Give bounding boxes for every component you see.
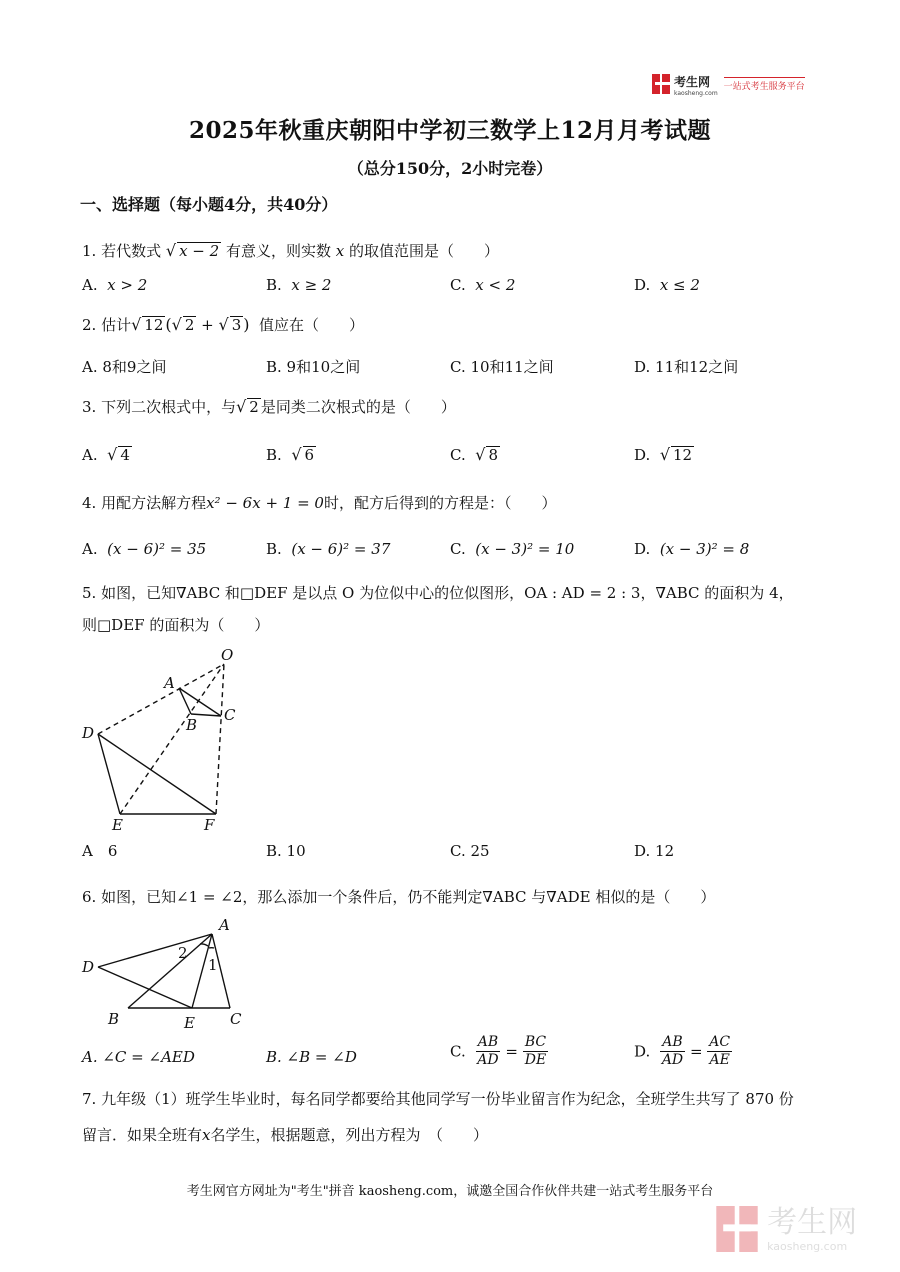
watermark-logo-icon	[716, 1206, 758, 1252]
section-heading: 一、选择题（每小题4分，共40分）	[80, 195, 338, 214]
question-6: 6. 如图，已知∠1 = ∠2，那么添加一个条件后，仍不能判定∇ABC 与∇ADE 相似的是（ ）	[82, 888, 716, 906]
label-angle-2: 2	[178, 944, 188, 962]
q1-var: x	[335, 242, 345, 260]
label-C: C	[224, 706, 236, 724]
q1-option-b: B. x ≥ 2	[266, 276, 332, 294]
label-B: B	[108, 1010, 120, 1028]
kaosheng-logo-icon	[652, 74, 670, 94]
question-2: 2. 估计√ 12 (√ 2 + √ 3 ) 值应在（ ）	[82, 315, 365, 334]
footer-text: 考生网官方网址为"考生"拼音 kaosheng.com，诚邀全国合作伙伴共建一站式考生服务平台	[186, 1184, 714, 1199]
q4-option-b: B. (x − 6)² = 37	[266, 540, 391, 558]
q6-option-d: D. $\frac{AB}{AD}$ = $\frac{AC}{AE}$	[634, 1034, 731, 1068]
angle-2-arc	[200, 944, 208, 946]
label-D: D	[82, 958, 95, 976]
q4-option-c: C. (x − 3)² = 10	[450, 540, 575, 558]
label-O: O	[221, 646, 234, 664]
watermark-name: 考生网	[767, 1205, 858, 1240]
question-1: 1. 若代数式 √ x − 2 有意义，则实数 x 的取值范围是（ ）	[82, 241, 500, 260]
line-FO	[216, 664, 224, 814]
q5-option-b: B. 10	[266, 842, 306, 860]
q3-option-d: D. √ 12	[634, 445, 693, 464]
label-angle-1: 1	[208, 956, 218, 974]
q6-figure	[78, 912, 258, 1034]
q1-option-a: A. x > 2	[82, 276, 148, 294]
page-subtitle: （总分150分，2小时完卷）	[347, 159, 553, 178]
line-DE	[98, 967, 192, 1008]
label-F: F	[204, 816, 215, 834]
q5-option-d: D. 12	[634, 842, 675, 860]
q6-option-b: B. ∠B = ∠D	[266, 1048, 357, 1066]
label-C: C	[230, 1010, 242, 1028]
header-logo	[652, 72, 827, 96]
q3-option-c: C. √ 8	[450, 445, 499, 464]
q3-option-b: B. √ 6	[266, 445, 315, 464]
q2-option-c: C. 10和11之间	[450, 358, 554, 376]
logo-domain: kaosheng.com	[674, 90, 718, 97]
label-B: B	[186, 716, 198, 734]
q4-option-a: A. (x − 6)² = 35	[82, 540, 207, 558]
q5-figure	[78, 644, 248, 834]
q3-option-a: A. √ 4	[82, 445, 130, 464]
logo-name: 考生网	[674, 75, 711, 89]
watermark	[716, 1206, 886, 1258]
q2-option-a: A. 8和9之间	[82, 358, 167, 376]
label-A: A	[164, 674, 175, 692]
q4-option-d: D. (x − 3)² = 8	[634, 540, 750, 558]
line-DA	[98, 934, 212, 967]
question-5-line1: 5. 如图，已知∇ABC 和□DEF 是以点 O 为位似中心的位似图形，OA : AD = 2 : 3，∇ABC 的面积为 4，	[82, 584, 794, 602]
q1-option-d: D. x ≤ 2	[634, 276, 700, 294]
logo-slogan: 一站式考生服务平台	[724, 77, 805, 92]
q1-pre: 1. 若代数式	[82, 242, 162, 260]
q1-option-c: C. x < 2	[450, 276, 516, 294]
line-BA	[128, 934, 212, 1008]
label-E: E	[112, 816, 123, 834]
q5-option-a: A 6	[82, 842, 118, 860]
q1-post: 有意义，则实数	[225, 242, 331, 260]
q5-option-c: C. 25	[450, 842, 490, 860]
q6-option-a: A. ∠C = ∠AED	[82, 1048, 195, 1066]
line-DO	[98, 664, 224, 734]
q6-option-c: C. $\frac{AB}{AD}$ = $\frac{BC}{DE}$	[450, 1034, 547, 1068]
watermark-domain: kaosheng.com	[767, 1240, 848, 1253]
page-title: 2025年秋重庆朝阳中学初三数学上12月月考试题	[188, 117, 712, 144]
question-5-line2: 则□DEF 的面积为（ ）	[82, 616, 270, 634]
q2-option-d: D. 11和12之间	[634, 358, 739, 376]
label-E: E	[184, 1014, 195, 1032]
question-3: 3. 下列二次根式中，与√ 2 是同类二次根式的是（ ）	[82, 397, 456, 416]
question-4: 4. 用配方法解方程x² − 6x + 1 = 0时，配方后得到的方程是：（ ）	[82, 494, 557, 512]
label-A: A	[219, 916, 230, 934]
question-7-line1: 7. 九年级（1）班学生毕业时，每名同学都要给其他同学写一份毕业留言作为纪念，全班学生共写了 870 份	[82, 1090, 794, 1108]
line-DF	[98, 734, 216, 814]
q1-radicand: x − 2	[179, 242, 220, 260]
q2-option-b: B. 9和10之间	[266, 358, 361, 376]
label-D: D	[82, 724, 95, 742]
q1-post2: 的取值范围是（ ）	[349, 242, 500, 260]
question-7-line2: 留言．如果全班有x名学生，根据题意，列出方程为 （ ）	[82, 1126, 488, 1144]
